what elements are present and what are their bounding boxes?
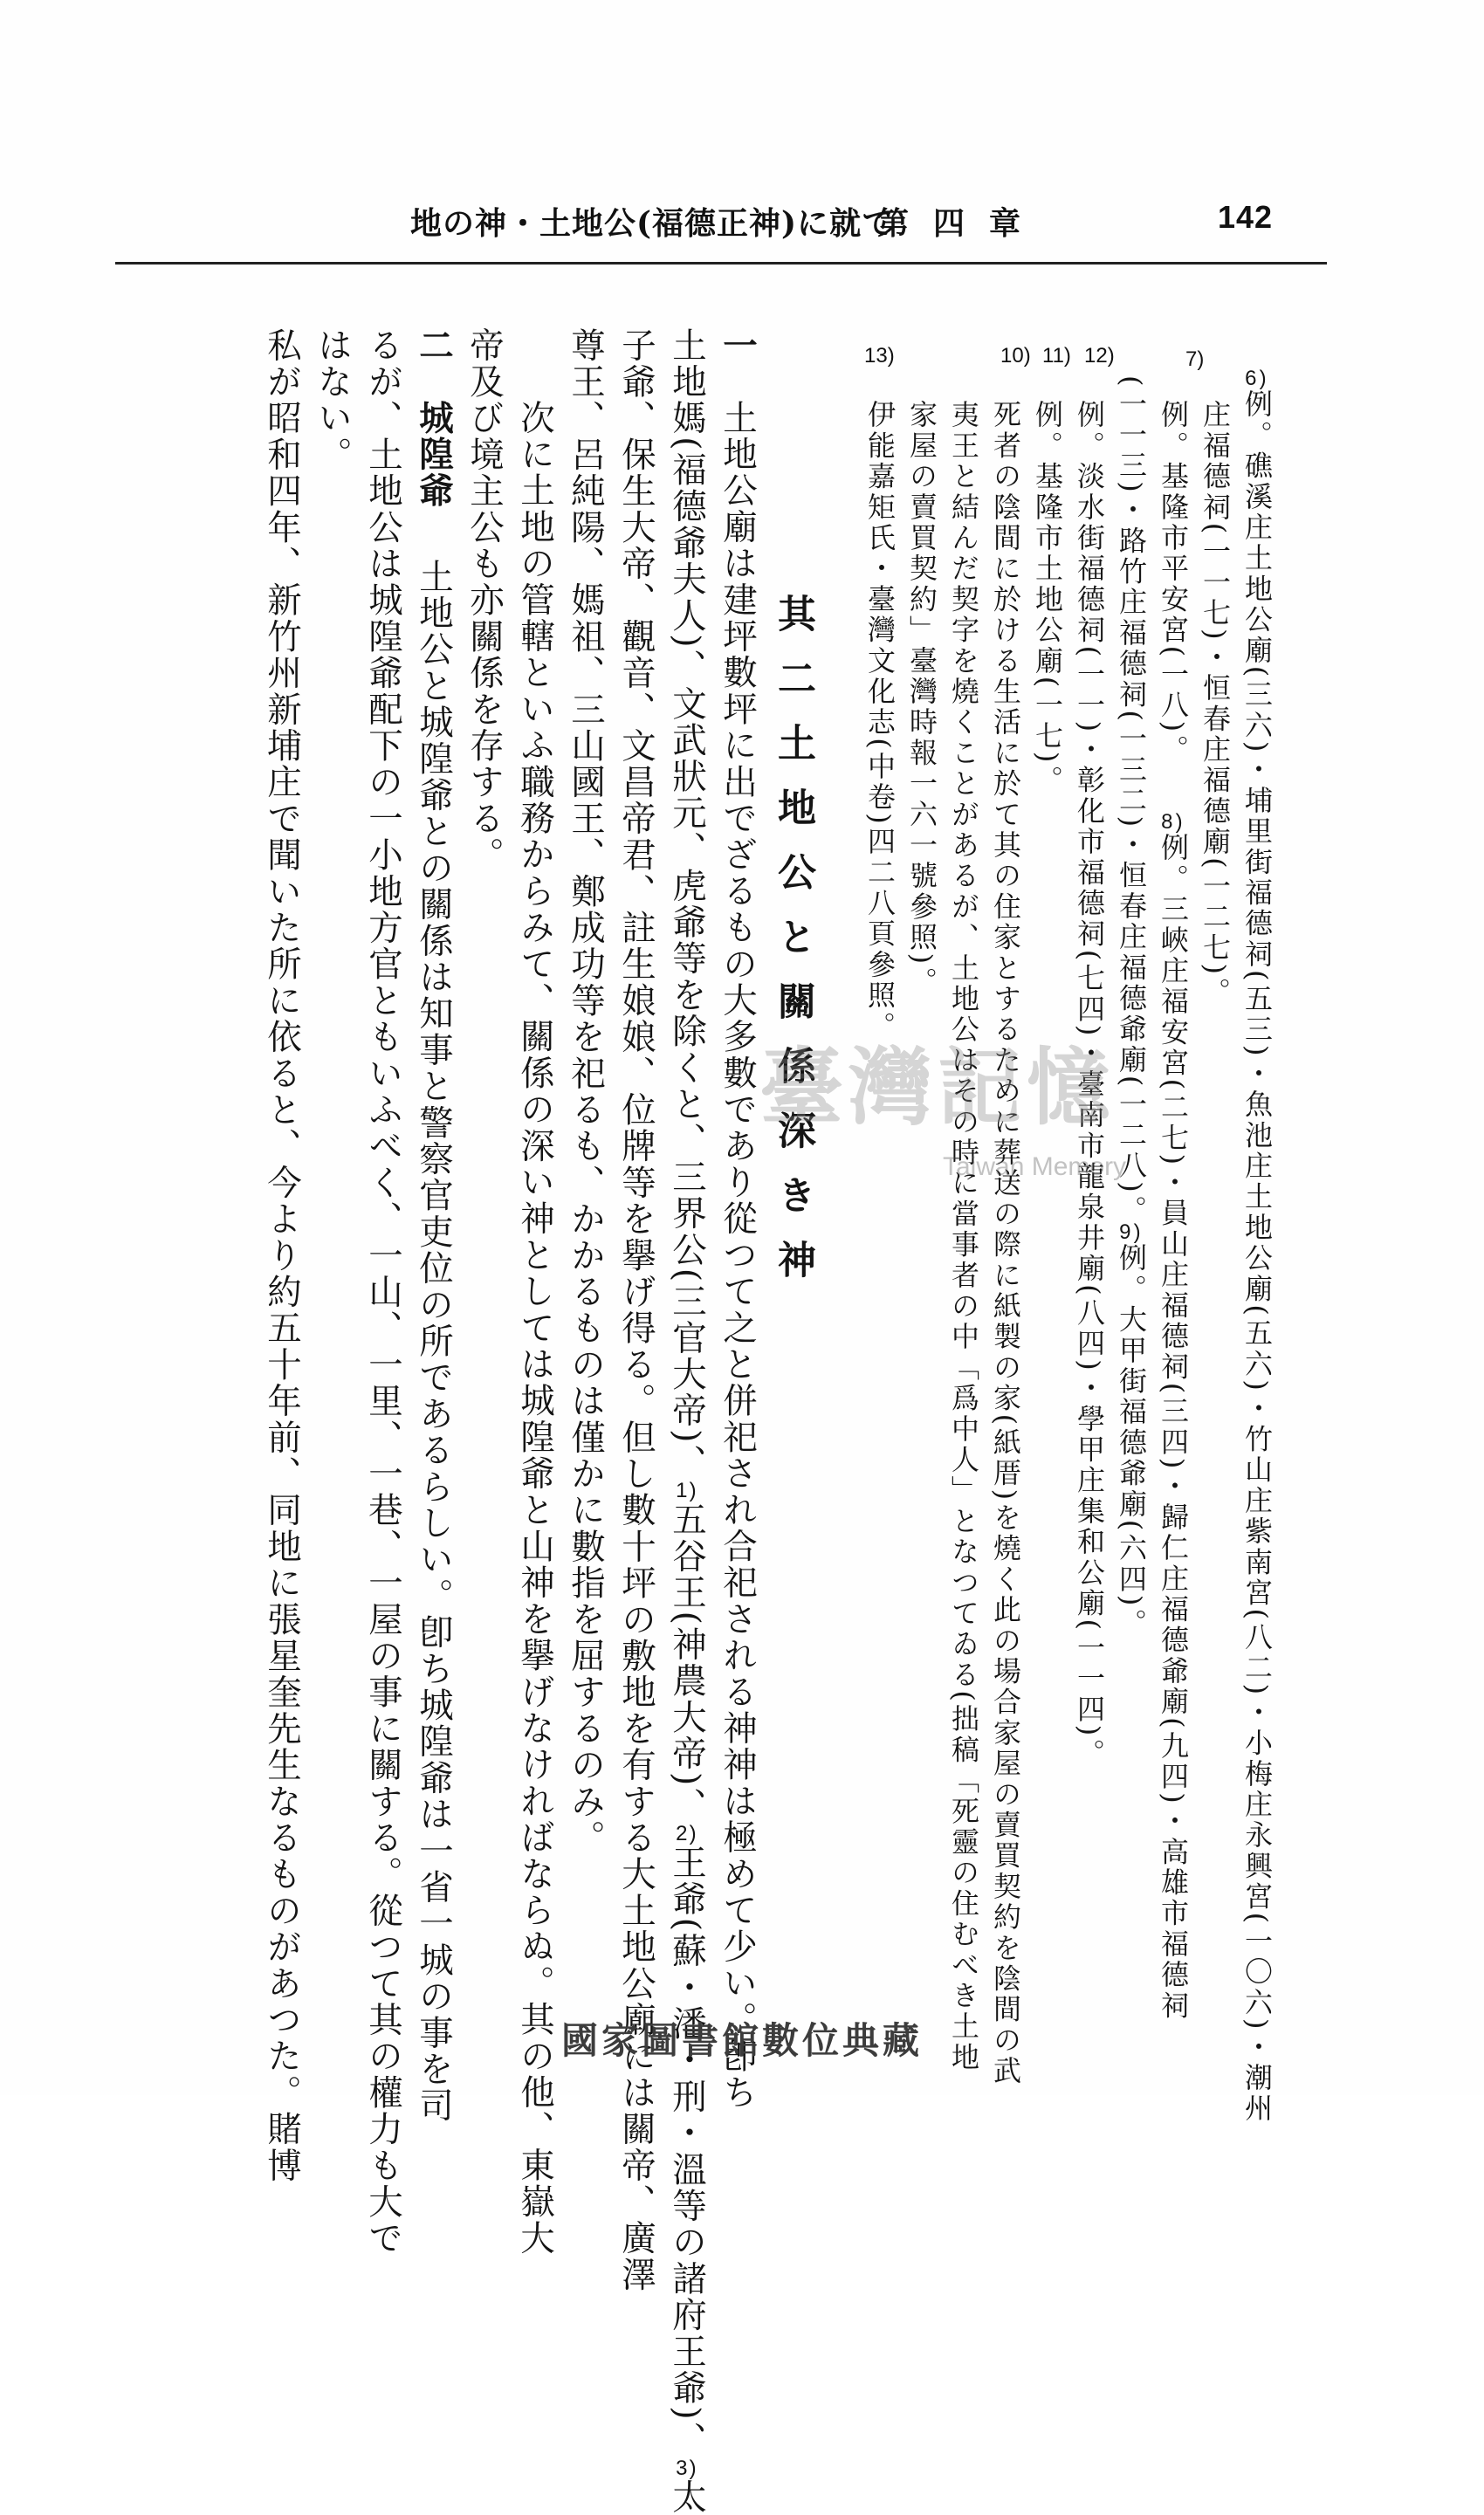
body-line-4: 尊王、呂純陽、媽祖、三山國王、鄭成功等を祀るも、かかるものは僅かに數指を屈するのみ。 xyxy=(566,327,606,1857)
footnote-7: 例。基隆市平安宮(一八)。 xyxy=(1157,400,1190,766)
footnote-12-line-1: 死者の陰間に於ける生活に於て其の住家とするために葬送の際に紙製の家(紙厝)を燒く此の場合家屋の賣買契約を陰間の武 xyxy=(989,400,1022,2087)
footnote-13-marker: 13) xyxy=(864,344,895,368)
paragraph-2-title: 城隍爺 xyxy=(414,400,454,510)
paragraph-number-2: 二 xyxy=(414,327,454,364)
footer-credit: 國家圖書館數位典藏 xyxy=(560,2019,923,2062)
footnote-12-line-3: 家屋の賣買契約」臺灣時報一六一號參照)。 xyxy=(905,400,938,998)
watermark-subtext: Taiwan Memory xyxy=(943,1152,1127,1181)
footnote-marker: 6) xyxy=(1245,367,1269,390)
body-line-3: 子爺、保生大帝、觀音、文昌帝君、註生娘娘、位牌等を擧げ得る。但し數十坪の敷地を有する大土地公廟には關帝、廣澤 xyxy=(616,327,656,2293)
chapter-label: 第四章 xyxy=(877,205,1046,242)
footnote-10: 例。淡水街福德祠(一一)・彰化市福德祠(七四)・臺南市龍泉井廟(八四)・學甲庄集和公廟(一一四)。 xyxy=(1073,400,1106,1769)
section-heading: 其二土地公と關係深き神 xyxy=(771,594,815,1304)
footnote-9: 9)例。大甲街福德爺廟(六四)。 xyxy=(1115,1220,1148,1639)
footnote-11: 例。基隆市土地公廟(一七)。 xyxy=(1031,400,1064,796)
footnote-8-line-2: (一一三)・路竹庄福德祠(一三二)・恒春庄福德爺廟(一二八)。 xyxy=(1115,375,1148,1227)
footnote-10-marker: 10) xyxy=(1000,344,1031,368)
footnote-7-marker: 7) xyxy=(1185,347,1205,371)
footnote-12-marker: 12) xyxy=(1084,344,1115,368)
footnote-8-line-1: 8)例。三峽庄福安宮(二七)・員山庄福德祠(三四)・歸仁庄福德爺廟(九四)・高雄市福德祠 xyxy=(1157,810,1190,2022)
footnote-6-line-1: 6)例。礁溪庄土地公廟(三六)・埔里街福德祠(五三)・魚池庄土地公廟(五六)・竹山庄紫南宮(八二)・小梅庄永興宮(一〇六)・潮州 xyxy=(1240,367,1274,2125)
watermark-text: 臺灣記憶 xyxy=(759,1038,1116,1137)
body-line-10: 私が昭和四年、新竹州新埔庄で聞いた所に依ると、今より約五十年前、同地に張星奎先生なるものがあつた。賭博 xyxy=(262,327,302,2184)
body-line-8: るが、土地公は城隍爺配下の一小地方官ともいふべく、一山、一里、一巷、一屋の事に關する。從つて其の權力も大で xyxy=(363,327,403,2257)
body-line-5: 次に土地の管轄といふ職務からみて、關係の深い神としては城隍爺と山神を擧げなければならぬ。其の他、東嶽大 xyxy=(515,400,555,2257)
paragraph-number-1: 一 xyxy=(718,327,758,364)
footnote-11-marker: 11) xyxy=(1042,344,1071,368)
page-number: 142 xyxy=(1218,199,1274,235)
header-rule xyxy=(115,262,1327,265)
footnote-12-line-2: 夷王と結んだ契字を燒くことがあるが、土地公はその時に當事者の中「爲中人」となつてゐる(拙稿「死靈の住むべき土地 xyxy=(947,400,980,2073)
body-line-6: 帝及び境主公も亦關係を存する。 xyxy=(464,327,505,874)
body-line-9: はない。 xyxy=(313,327,353,473)
body-line-2: 土地媽(福德爺夫人)、文武狀元、虎爺等を除くと、三界公(三官大帝)、1)五谷王(神農大帝)、2)王爺(蘇・潘・刑・溫等の諸府王爺)、3)太 xyxy=(667,327,707,2515)
watermark-logo xyxy=(759,1021,1178,1196)
body-line-7: 土地公と城隍爺との關係は知事と警察官吏位の所であるらしい。卽ち城隍爺は一省一城の事を司 xyxy=(414,559,454,2125)
body-line-1: 土地公廟は建坪數坪に出でざるもの大多數であり從つて之と併祀され合祀される神神は極めて少い。卽ち xyxy=(718,400,758,2111)
footnote-13: 伊能嘉矩氏・臺灣文化志(中卷)四二八頁參照。 xyxy=(863,400,897,1042)
running-title: 地の神・土地公(福德正神)に就て xyxy=(410,205,895,242)
footnote-6-line-2: 庄福德祠(一一七)・恒春庄福德廟(一二七)。 xyxy=(1199,400,1232,1008)
